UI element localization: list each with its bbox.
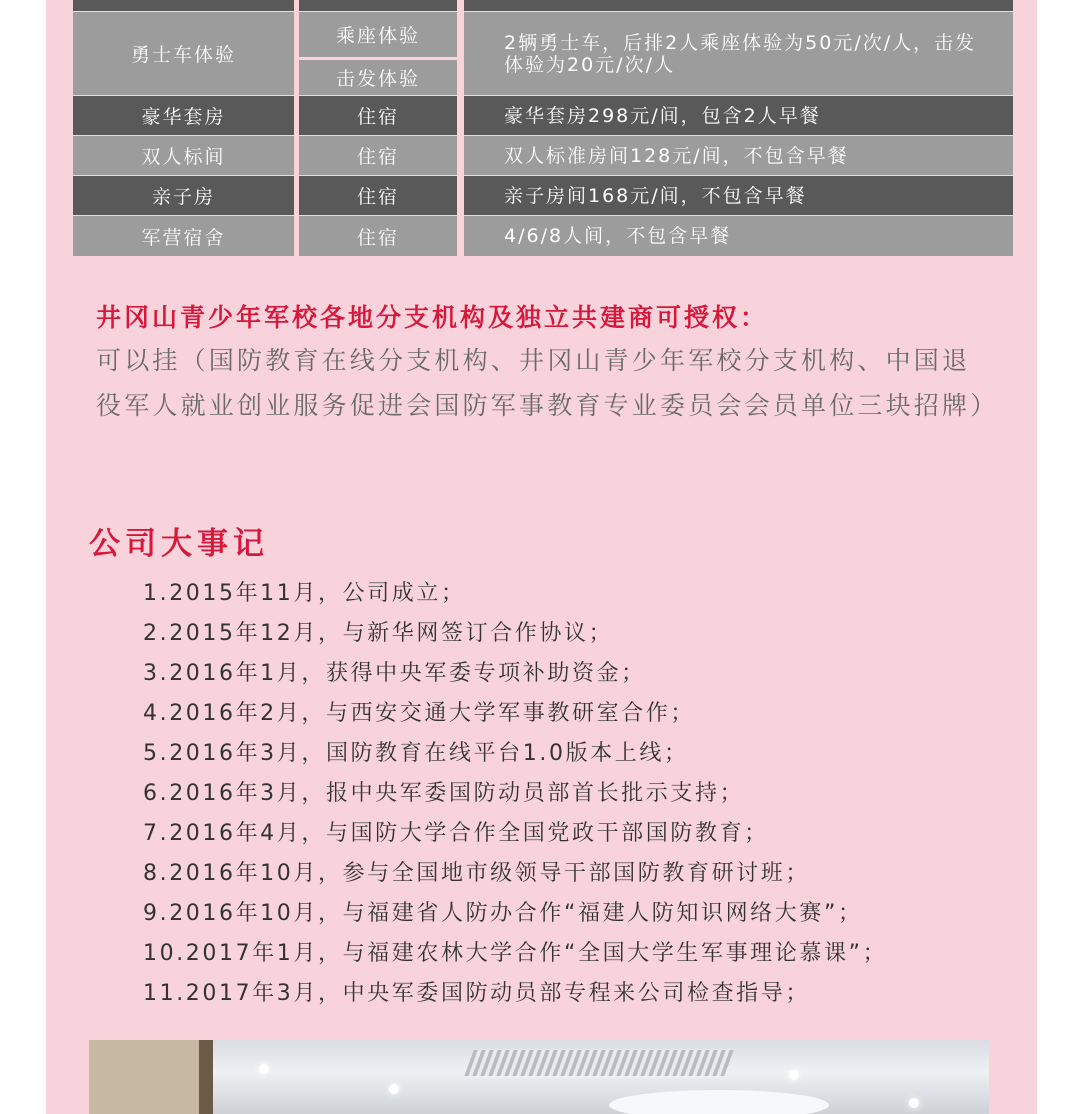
poster-page xyxy=(46,0,1037,1114)
milestone-item: 8.2016年10月，参与全国地市级领导干部国防教育研讨班； xyxy=(143,861,810,886)
table-row-1-item: 勇士车体验 xyxy=(73,12,294,95)
photo-door xyxy=(199,1040,213,1114)
table-row-5-desc: 4/6/8人间，不包含早餐 xyxy=(464,216,1013,256)
table-row-3-desc: 双人标准房间128元/间，不包含早餐 xyxy=(464,136,1013,175)
photo-lamp xyxy=(789,1070,799,1080)
table-row-2-desc: 豪华套房298元/间，包含2人早餐 xyxy=(464,96,1013,135)
table-row-4-category: 住宿 xyxy=(299,176,457,215)
photo-wall xyxy=(89,1040,209,1114)
table-row-4-item: 亲子房 xyxy=(73,176,294,215)
photo-ceiling-vent xyxy=(464,1050,733,1076)
table-row-0-desc xyxy=(464,0,1013,11)
photo-lamp xyxy=(259,1064,269,1074)
milestones-list xyxy=(143,574,887,1014)
photo-light xyxy=(609,1090,829,1114)
table-row-5-item: 军营宿舍 xyxy=(73,216,294,256)
table-row-3-category: 住宿 xyxy=(299,136,457,175)
milestone-item: 11.2017年3月，中央军委国防动员部专程来公司检查指导； xyxy=(143,981,810,1006)
table-row-1-sub2: 击发体验 xyxy=(299,60,457,95)
table-row-0-item xyxy=(73,0,294,11)
table-row-4-desc: 亲子房间168元/间，不包含早餐 xyxy=(464,176,1013,215)
table-row-2-item: 豪华套房 xyxy=(73,96,294,135)
milestone-item: 3.2016年1月，获得中央军委专项补助资金； xyxy=(143,661,646,686)
table-row-5-category: 住宿 xyxy=(299,216,457,256)
milestone-item: 5.2016年3月，国防教育在线平台1.0版本上线； xyxy=(143,741,689,766)
milestone-item: 7.2016年4月，与国防大学合作全国党政干部国防教育； xyxy=(143,821,769,846)
milestone-item: 10.2017年1月，与福建农林大学合作“全国大学生军事理论慕课”； xyxy=(143,941,888,966)
office-photo xyxy=(89,1040,989,1114)
table-row-1-desc: 2辆勇士车，后排2人乘座体验为50元/次/人，击发体验为20元/次/人 xyxy=(464,12,1013,95)
authorization-title: 井冈山青少年军校各地分支机构及独立共建商可授权： xyxy=(96,303,769,332)
pricing-table xyxy=(73,0,1013,256)
milestone-item: 6.2016年3月，报中央军委国防动员部首长批示支持； xyxy=(143,781,745,806)
photo-lamp xyxy=(389,1084,399,1094)
photo-lamp xyxy=(909,1098,919,1108)
milestone-item: 1.2015年11月，公司成立； xyxy=(143,581,466,606)
table-row-2-category: 住宿 xyxy=(299,96,457,135)
authorization-body: 可以挂（国防教育在线分支机构、井冈山青少年军校分支机构、中国退役军人就业创业服务促进会国防军事教育专业委员会会员单位三块招牌） xyxy=(96,346,999,420)
table-row-3-item: 双人标间 xyxy=(73,136,294,175)
milestone-item: 4.2016年2月，与西安交通大学军事教研室合作； xyxy=(143,701,695,726)
milestone-item: 2.2015年12月，与新华网签订合作协议； xyxy=(143,621,614,646)
table-row-0-category xyxy=(299,0,457,11)
milestones-title: 公司大事记 xyxy=(89,526,269,562)
table-row-1-sub1: 乘座体验 xyxy=(299,12,457,57)
milestone-item: 9.2016年10月，与福建省人防办合作“福建人防知识网络大赛”； xyxy=(143,901,863,926)
